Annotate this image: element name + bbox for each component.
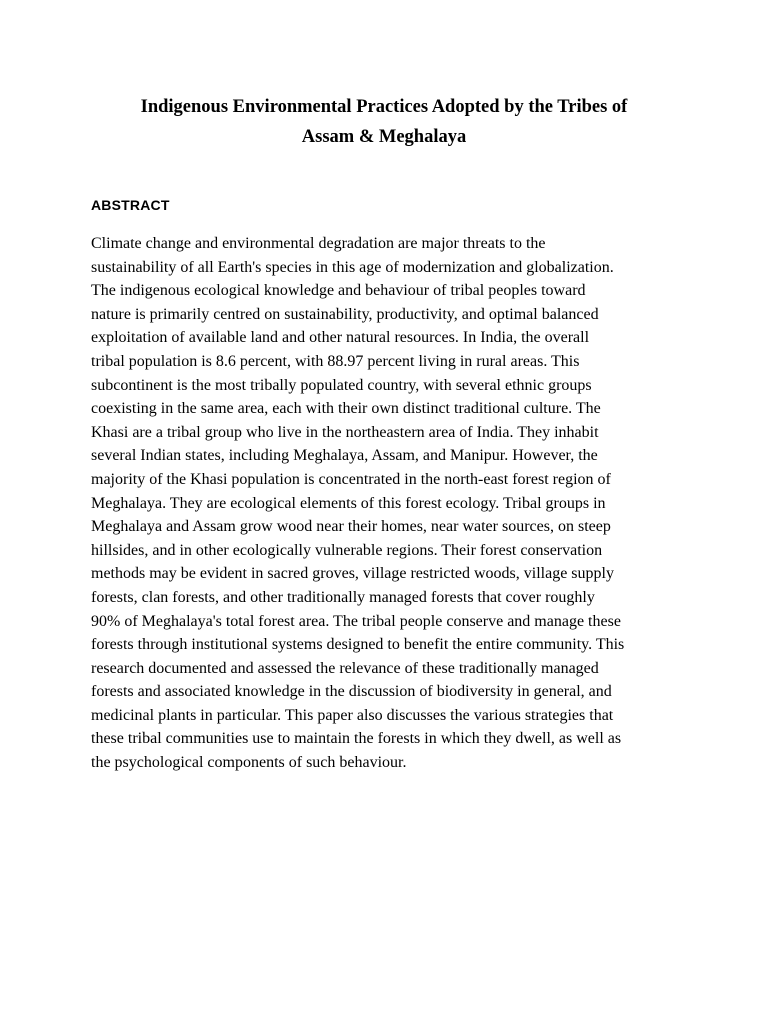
abstract-line: Climate change and environmental degradation are major threats to the bbox=[91, 235, 546, 252]
abstract-line: majority of the Khasi population is concentrated in the north-east forest region of bbox=[91, 470, 611, 488]
paper-title-line: Assam & Meghalaya bbox=[301, 127, 467, 147]
abstract-line: methods may be evident in sacred groves, village restricted woods, village supply bbox=[91, 565, 614, 583]
abstract-line: forests and associated knowledge in the discussion of biodiversity in general, and bbox=[91, 683, 612, 701]
abstract-line: forests through institutional systems designed to benefit the entire community. This bbox=[91, 636, 625, 654]
abstract-line: forests, clan forests, and other traditionally managed forests that cover roughly bbox=[91, 588, 595, 606]
abstract-line: The indigenous ecological knowledge and behaviour of tribal peoples toward bbox=[91, 282, 586, 300]
abstract-line: 90% of Meghalaya's total forest area. The tribal people conserve and manage these bbox=[91, 612, 621, 630]
abstract-line: hillsides, and in other ecologically vulnerable regions. Their forest conservation bbox=[91, 541, 603, 559]
abstract-line: Khasi are a tribal group who live in the northeastern area of India. They inhabit bbox=[91, 423, 599, 441]
abstract-heading: ABSTRACT bbox=[91, 197, 170, 213]
abstract-line: the psychological components of such behaviour. bbox=[91, 754, 407, 772]
abstract-line: subcontinent is the most tribally populated country, with several ethnic groups bbox=[91, 376, 592, 394]
paper-title-line: Indigenous Environmental Practices Adopted by the Tribes of bbox=[140, 97, 628, 117]
abstract-line: several Indian states, including Meghalaya, Assam, and Manipur. However, the bbox=[91, 447, 598, 465]
abstract-line: these tribal communities use to maintain the forests in which they dwell, as well as bbox=[91, 730, 622, 748]
abstract-line: nature is primarily centred on sustainability, productivity, and optimal balanced bbox=[91, 305, 599, 323]
abstract-line: medicinal plants in particular. This paper also discusses the various strategies that bbox=[91, 706, 614, 724]
abstract-line: research documented and assessed the relevance of these traditionally managed bbox=[91, 659, 599, 677]
abstract-line: tribal population is 8.6 percent, with 88.97 percent living in rural areas. This bbox=[91, 352, 580, 370]
abstract-line: coexisting in the same area, each with their own distinct traditional culture. The bbox=[91, 400, 601, 418]
abstract-body bbox=[91, 232, 691, 775]
abstract-line: Meghalaya. They are ecological elements of this forest ecology. Tribal groups in bbox=[91, 494, 606, 512]
abstract-line: exploitation of available land and other natural resources. In India, the overall bbox=[91, 329, 590, 347]
abstract-line: sustainability of all Earth's species in this age of modernization and globalization. bbox=[91, 258, 614, 276]
abstract-line: Meghalaya and Assam grow wood near their homes, near water sources, on steep bbox=[91, 518, 611, 536]
paper-title bbox=[60, 92, 708, 152]
